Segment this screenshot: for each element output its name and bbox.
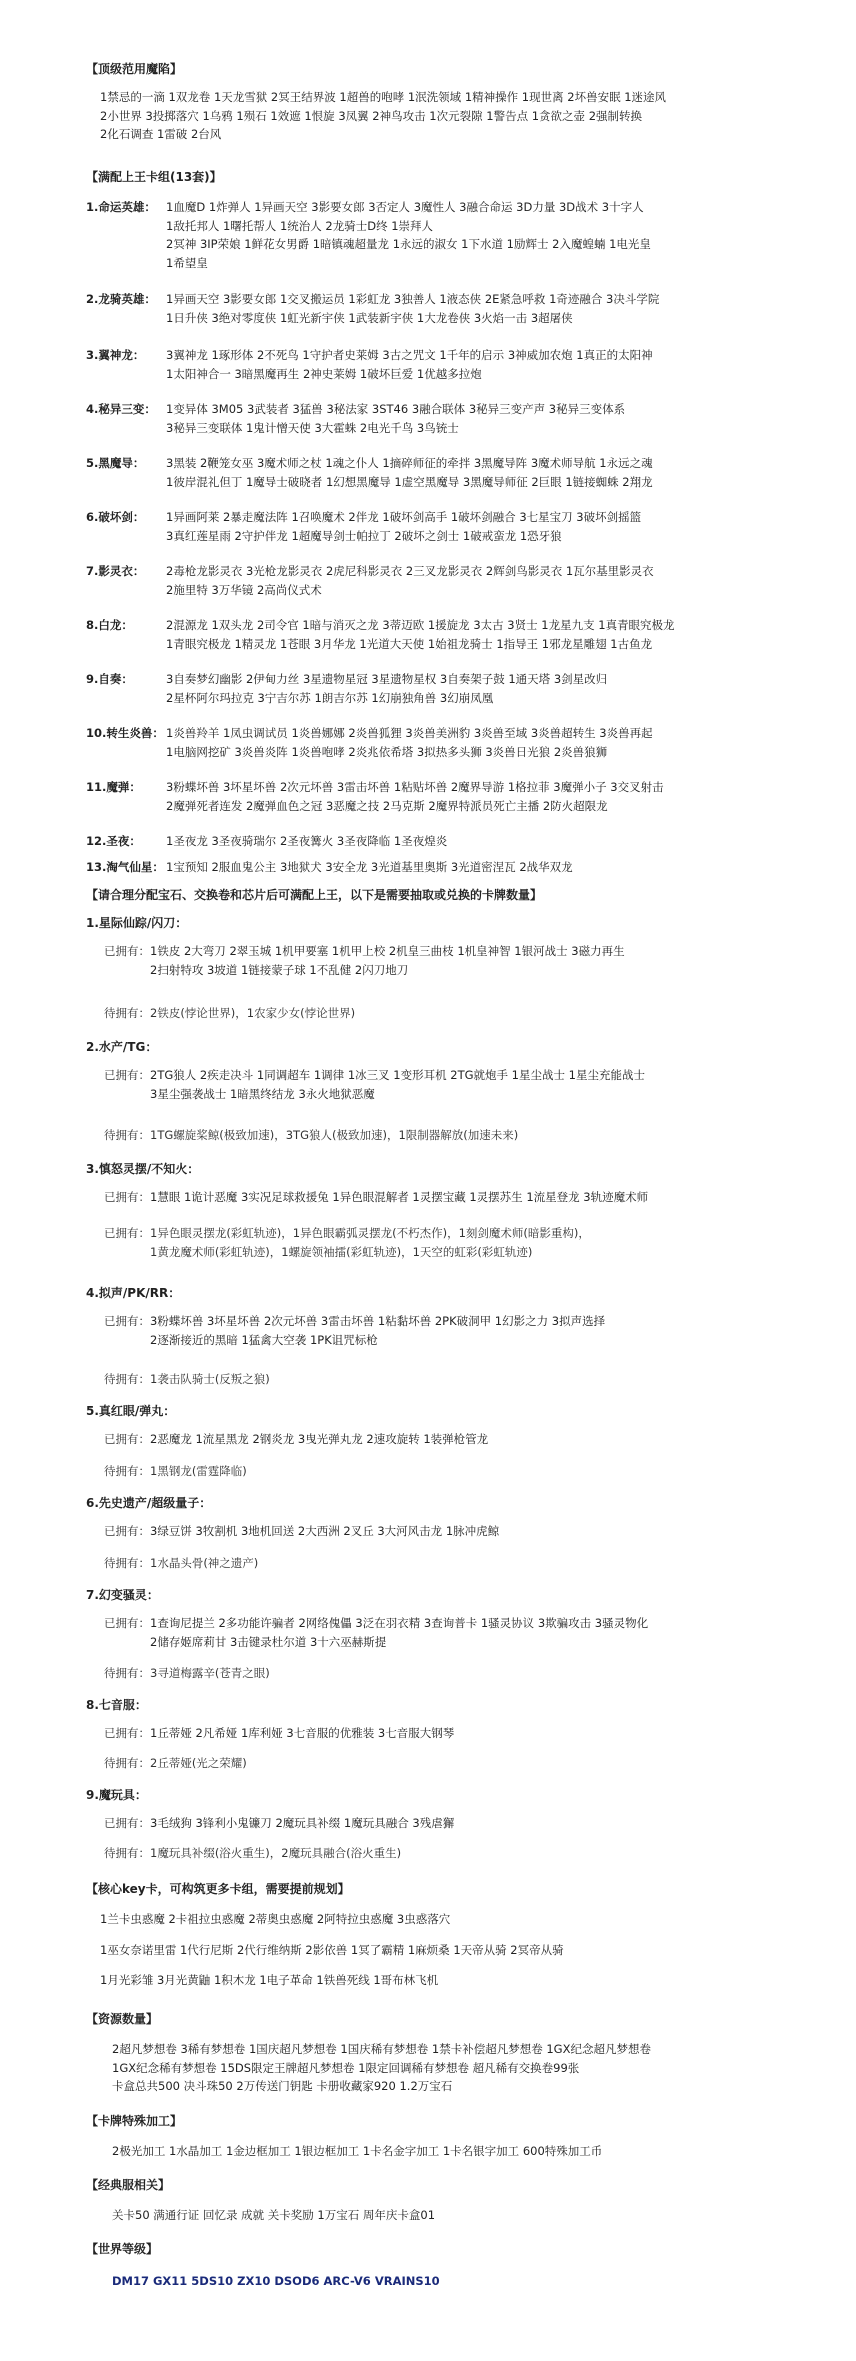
- resources-text: [112, 2040, 752, 2096]
- text-line: 3真红莲星雨 2守护伴龙 1超魔导剑士帕拉丁 2破坏之剑士 1破戒蛮龙 1恐牙狼: [166, 528, 562, 543]
- wait-cards: [150, 1754, 770, 1773]
- own-label: 已拥有：: [104, 1616, 150, 1630]
- own-cards: [150, 1430, 770, 1449]
- deck-label: 4.秘异三变：: [86, 402, 156, 416]
- text-line: 3自奏梦幻幽影 2伊甸力丝 3星遗物星冠 3星遗物星权 3自奏架子鼓 1通天塔 3剑星改归: [166, 672, 608, 686]
- wait-cards: [150, 1664, 770, 1683]
- section-title-resources: 【资源数量】: [86, 2012, 159, 2026]
- deck-label: 7.影灵衣：: [86, 564, 145, 578]
- own-cards: [150, 1814, 770, 1833]
- text-line: 1异色眼灵摆龙(彩虹轨迹)，1异色眼霸弧灵摆龙(不朽杰作)，1刻剑魔术师(暗影重构)，: [150, 1226, 590, 1240]
- text-line: 1巫女奈诺里雷 1代行尼斯 2代行维纳斯 2影依兽 1冥了霸精 1麻烦桑 1天帝从骑 2冥帝从骑: [100, 1942, 564, 1957]
- deck-label: 9.自奏：: [86, 672, 133, 686]
- own-cards: [150, 1724, 770, 1743]
- text-line: 1TG螺旋桨鲸(极致加速)，3TG狼人(极致加速)，1限制器解放(加速未来): [150, 1128, 519, 1142]
- text-line: 2储存姬席莉甘 3击键录杜尔道 3十六巫赫斯提: [150, 1634, 387, 1649]
- group-head: 8.七音服：: [86, 1698, 147, 1712]
- text-line: 1黄龙魔术师(彩虹轨迹)，1螺旋领袖擂(彩虹轨迹)，1天空的虹彩(彩虹轨迹): [150, 1244, 533, 1259]
- wait-cards: [150, 1004, 770, 1023]
- wait-label: 待拥有：: [104, 1756, 150, 1770]
- own-cards: [150, 1614, 770, 1651]
- deck-cards: [166, 454, 766, 491]
- text-line: 3粉蝶坏兽 3坏星坏兽 2次元坏兽 3雷击坏兽 1粘黏坏兽 2PK破洞甲 1幻影之力 3拟声选择: [150, 1314, 606, 1328]
- deck-cards: [166, 858, 766, 877]
- text-line: 1日升侠 3绝对零度侠 1虹光新宇侠 1武装新宇侠 1大龙卷侠 3火焰一击 3超屠侠: [166, 310, 573, 325]
- text-line: 1圣夜龙 3圣夜骑瑞尔 2圣夜篝火 3圣夜降临 1圣夜煌炎: [166, 834, 448, 848]
- text-line: 2魔弹死者连发 2魔弹血色之冠 3恶魔之技 2马克斯 2魔界特派员死亡主播 2防火超限龙: [166, 798, 608, 813]
- text-line: 2星杯阿尔玛拉克 3宁吉尔苏 1朗吉尔苏 1幻崩独角兽 3幻崩凤凰: [166, 690, 494, 705]
- section-title-special-processing: 【卡牌特殊加工】: [86, 2114, 183, 2128]
- text-line: 2恶魔龙 1流星黑龙 2钢炎龙 3曳光弹丸龙 2速攻旋转 1装弹枪管龙: [150, 1432, 489, 1446]
- group-head: 4.拟声/PK/RR：: [86, 1286, 181, 1300]
- section-title-top-spells: 【顶级范用魔陷】: [86, 62, 183, 76]
- deck-cards: [166, 616, 766, 653]
- text-line: 1黑钢龙(雷霆降临): [150, 1464, 247, 1478]
- own-label: 已拥有：: [104, 1432, 150, 1446]
- text-line: 1炎兽羚羊 1凤虫调试员 1炎兽娜娜 2炎兽狐狸 3炎兽美洲豹 3炎兽至域 3炎兽超转生 3炎兽再起: [166, 726, 653, 740]
- text-line: 3秘异三变联体 1鬼计憎天使 3大霍蛛 2电光千鸟 3鸟铳士: [166, 420, 459, 435]
- classic-server-text: [112, 2206, 752, 2225]
- wait-label: 待拥有：: [104, 1556, 150, 1570]
- deck-label: 2.龙骑英雄：: [86, 292, 156, 306]
- text-line: 3黑装 2鞭笼女巫 3魔术师之杖 1魂之仆人 1摘碎师征的牵拌 3黑魔导阵 3魔术师导航 1永远之魂: [166, 456, 653, 470]
- own-label: 已拥有：: [104, 944, 150, 958]
- text-line: 2化石调查 1雷破 2台风: [100, 127, 222, 142]
- text-line: 1彼岸混礼但丁 1魔导士破晓者 1幻想黑魔导 1虚空黑魔导 3黑魔导师征 2巨眼 1链接蜘蛛 2翔龙: [166, 474, 653, 489]
- deck-label: 1.命运英雄：: [86, 200, 156, 214]
- section-title-world-level: 【世界等级】: [86, 2242, 159, 2256]
- world-level-value: DM17 GX11 5DS10 ZX10 DSOD6 ARC-V6 VRAINS10: [112, 2274, 440, 2288]
- group-head: 1.星际仙踪/闪刀：: [86, 916, 188, 930]
- group-head: 2.水产/TG：: [86, 1040, 158, 1054]
- text-line: 1青眼究极龙 1精灵龙 1苍眼 3月华龙 1光道大天使 1始祖龙骑士 1指导王 1邪龙星雕翅 1古鱼龙: [166, 636, 653, 651]
- deck-label: 11.魔弹：: [86, 780, 141, 794]
- deck-label: 3.翼神龙：: [86, 348, 145, 362]
- text-line: 1兰卡虫惑魔 2卡祖拉虫惑魔 2蒂奥虫惑魔 2阿特拉虫惑魔 3虫惑落穴: [100, 1912, 451, 1926]
- text-line: 2毒枪龙影灵衣 3光枪龙影灵衣 2虎尼科影灵衣 2三叉龙影灵衣 2辉剑鸟影灵衣 1瓦尔基里影灵衣: [166, 564, 654, 578]
- text-line: 3寻道梅露辛(苍青之眼): [150, 1666, 270, 1680]
- own-cards: [150, 1066, 770, 1103]
- deck-label: 12.圣夜：: [86, 834, 141, 848]
- text-line: 3星尘强袭战士 1暗黑终结龙 3永火地狱恶魔: [150, 1086, 375, 1101]
- deck-label: 6.破坏剑：: [86, 510, 145, 524]
- deck-cards: [166, 724, 766, 761]
- deck-cards: [166, 346, 766, 383]
- text-line: 2小世界 3投掷落穴 1乌鸦 1殒石 1效遮 1恨旋 3凤翼 2神鸟攻击 1次元裂隙 1警告点 1贪欲之壶 2强制转换: [100, 108, 643, 123]
- group-head: 9.魔玩具：: [86, 1788, 147, 1802]
- deck-cards: [166, 400, 766, 437]
- text-line: 2铁皮(悖论世界)，1农家少女(悖论世界): [150, 1006, 356, 1020]
- wait-label: 待拥有：: [104, 1006, 150, 1020]
- deck-label: 10.转生炎兽：: [86, 726, 164, 740]
- own-label: 已拥有：: [104, 1068, 150, 1082]
- text-line: 1查询尼提兰 2多功能许骗者 2网络傀儡 3泛在羽衣精 3查询普卡 1骚灵协议 3欺骗攻击 3骚灵物化: [150, 1616, 649, 1630]
- text-line: 1电脑网挖矿 3炎兽炎阵 1炎兽咆哮 2炎兆依希塔 3拟热多头狮 3炎兽日光狼 2炎兽狼狮: [166, 744, 608, 759]
- deck-cards: [166, 832, 766, 851]
- key-cards-text: [100, 1910, 740, 1990]
- deck-cards: [166, 778, 766, 815]
- text-line: 1GX纪念稀有梦想卷 15DS限定王牌超凡梦想卷 1限定回调稀有梦想卷 超凡稀有交换卷99张: [112, 2060, 580, 2075]
- text-line: 3绿豆饼 3牧割机 3地机回送 2大西洲 2叉丘 3大河风击龙 1脉冲虎鲸: [150, 1524, 500, 1538]
- text-line: 关卡50 满通行证 回忆录 成就 关卡奖励 1万宝石 周年庆卡盒01: [112, 2208, 436, 2222]
- text-line: 2超凡梦想卷 3稀有梦想卷 1国庆超凡梦想卷 1国庆稀有梦想卷 1禁卡补偿超凡梦想卷 1GX纪念超凡梦想卷: [112, 2042, 651, 2056]
- text-line: 1太阳神合一 3暗黑魔再生 2神史莱姆 1破坏巨爱 1优越多拉炮: [166, 366, 482, 381]
- text-line: 3翼神龙 1琢形体 2不死鸟 1守护者史莱姆 3古之咒文 1千年的启示 3神威加农炮 1真正的太阳神: [166, 348, 653, 362]
- group-head: 5.真红眼/弹丸：: [86, 1404, 176, 1418]
- group-head: 3.慎怒灵摆/不知火：: [86, 1162, 200, 1176]
- own-label: 已拥有：: [104, 1190, 150, 1204]
- group-head: 6.先史遗产/超级量子：: [86, 1496, 212, 1510]
- text-line: 2扫射特攻 3坡道 1链接蒙子球 1不乱健 2闪刀地刀: [150, 962, 409, 977]
- wait-label: 待拥有：: [104, 1666, 150, 1680]
- text-line: 1希望皇: [166, 255, 208, 270]
- deck-cards: [166, 670, 766, 707]
- wait-cards: [150, 1554, 770, 1573]
- text-line: 1血魔D 1炸弹人 1异画天空 3影要女郎 3否定人 3魔性人 3融合命运 3D力量 3D战术 3十字人: [166, 200, 644, 214]
- wait-cards: [150, 1462, 770, 1481]
- section-title-needed: 【请合理分配宝石、交换卷和芯片后可满配上王，以下是需要抽取或兑换的卡牌数量】: [86, 888, 543, 902]
- wait-cards: [150, 1126, 770, 1145]
- text-line: 2施里特 3万华镜 2高尚仪式术: [166, 582, 322, 597]
- text-line: 1铁皮 2大弯刀 2翠玉城 1机甲要塞 1机甲上校 2机皇三曲枝 1机皇神智 1银河战士 3磁力再生: [150, 944, 625, 958]
- own-label: 已拥有：: [104, 1816, 150, 1830]
- deck-cards: [166, 198, 766, 273]
- text-line: 2极光加工 1水晶加工 1金边框加工 1银边框加工 1卡名金字加工 1卡名银字加工 600特殊加工币: [112, 2144, 603, 2158]
- text-line: 2丘蒂娅(光之荣耀): [150, 1756, 247, 1770]
- wait-cards: [150, 1370, 770, 1389]
- text-line: 1禁忌的一滴 1双龙卷 1天龙雪狱 2冥王结界波 1超兽的咆哮 1泯洗领域 1精神操作 1现世离 2坏兽安眠 1迷途风: [100, 90, 667, 104]
- wait-label: 待拥有：: [104, 1846, 150, 1860]
- text-line: 2逐渐接近的黑暗 1猛禽大空袭 1PK诅咒标枪: [150, 1332, 378, 1347]
- wait-label: 待拥有：: [104, 1372, 150, 1386]
- text-line: 3毛绒狗 3锋利小鬼镰刀 2魔玩具补缀 1魔玩具融合 3残虐獬: [150, 1816, 455, 1830]
- text-line: 1宝预知 2服血鬼公主 3地狱犬 3安全龙 3光道基里奥斯 3光道密涅瓦 2战华双龙: [166, 860, 573, 874]
- wait-label: 待拥有：: [104, 1128, 150, 1142]
- text-line: 1慧眼 1诡计恶魔 3实况足球救援兔 1异色眼混解者 1灵摆宝藏 1灵摆苏生 1流星登龙 3轨迹魔术师: [150, 1190, 649, 1204]
- special-processing-text: [112, 2142, 752, 2161]
- own-cards: [150, 1522, 770, 1541]
- deck-label: 13.淘气仙星：: [86, 860, 164, 874]
- wait-cards: [150, 1224, 770, 1261]
- section-title-classic-server: 【经典服相关】: [86, 2178, 171, 2192]
- text-line: 1魔玩具补缀(浴火重生)，2魔玩具融合(浴火重生): [150, 1846, 402, 1860]
- own-label: 已拥有：: [104, 1314, 150, 1328]
- own-label: 已拥有：: [104, 1524, 150, 1538]
- wait-label: 待拥有：: [104, 1464, 150, 1478]
- deck-cards: [166, 508, 766, 545]
- text-line: 1异画阿莱 2暴走魔法阵 1召唤魔术 2伴龙 1破坏剑高手 1破坏剑融合 3七星宝刀 3破坏剑摇篮: [166, 510, 642, 524]
- top-spells-text: [100, 88, 740, 144]
- text-line: 1敌托邦人 1曙托帮人 1统治人 2龙骑士D终 1崇拜人: [166, 218, 434, 233]
- wait-cards: [150, 1844, 770, 1863]
- deck-label: 5.黑魔导：: [86, 456, 145, 470]
- text-line: 1水晶头骨(神之遗产): [150, 1556, 259, 1570]
- text-line: 2冥神 3IP荣娘 1鲜花女男爵 1暗镇魂超量龙 1永远的淑女 1下水道 1励辉士 2入魔蝗蝻 1电光皇: [166, 237, 651, 252]
- group-head: 7.幻变骚灵：: [86, 1588, 159, 1602]
- own-cards: [150, 942, 770, 979]
- text-line: 卡盒总共500 决斗珠50 2万传送门钥匙 卡册收藏家920 1.2万宝石: [112, 2079, 453, 2094]
- text-line: 1异画天空 3影要女郎 1交叉搬运员 1彩虹龙 3独善人 1液态侠 2E紧急呼救 1奇迹融合 3决斗学院: [166, 292, 660, 306]
- deck-label: 8.白龙：: [86, 618, 133, 632]
- section-title-key-cards: 【核心key卡，可构筑更多卡组，需要提前规划】: [86, 1882, 350, 1896]
- text-line: 1丘蒂娅 2凡希娅 1库利娅 3七音服的优雅装 3七音服大钢琴: [150, 1726, 455, 1740]
- wait-label: 已拥有：: [104, 1226, 150, 1240]
- text-line: 1变异体 3M05 3武装者 3猛兽 3秘法家 3ST46 3融合联体 3秘异三变产声 3秘异三变体系: [166, 402, 626, 416]
- own-cards: [150, 1312, 770, 1349]
- text-line: 1月光彩雏 3月光黄鼬 1积木龙 1电子革命 1铁兽死线 1哥布林飞机: [100, 1973, 439, 1988]
- deck-cards: [166, 290, 766, 327]
- text-line: 2混源龙 1双头龙 2司令官 1暗与消灭之龙 3蒂迈欧 1援旋龙 3太古 3贤士 1龙星九支 1真青眼究极龙: [166, 618, 675, 632]
- text-line: 1袭击队骑士(反叛之狼): [150, 1372, 270, 1386]
- text-line: 3粉蝶坏兽 3坏星坏兽 2次元坏兽 3雷击坏兽 1粘贴坏兽 2魔界导游 1格拉菲 3魔弹小子 3交叉射击: [166, 780, 664, 794]
- own-label: 已拥有：: [104, 1726, 150, 1740]
- text-line: 2TG狼人 2疾走决斗 1同调超车 1调律 1冰三叉 1变形耳机 2TG就炮手 1星尘战士 1星尘充能战士: [150, 1068, 645, 1082]
- section-title-decks: 【满配上王卡组(13套)】: [86, 170, 222, 184]
- deck-cards: [166, 562, 766, 599]
- own-cards: [150, 1188, 770, 1207]
